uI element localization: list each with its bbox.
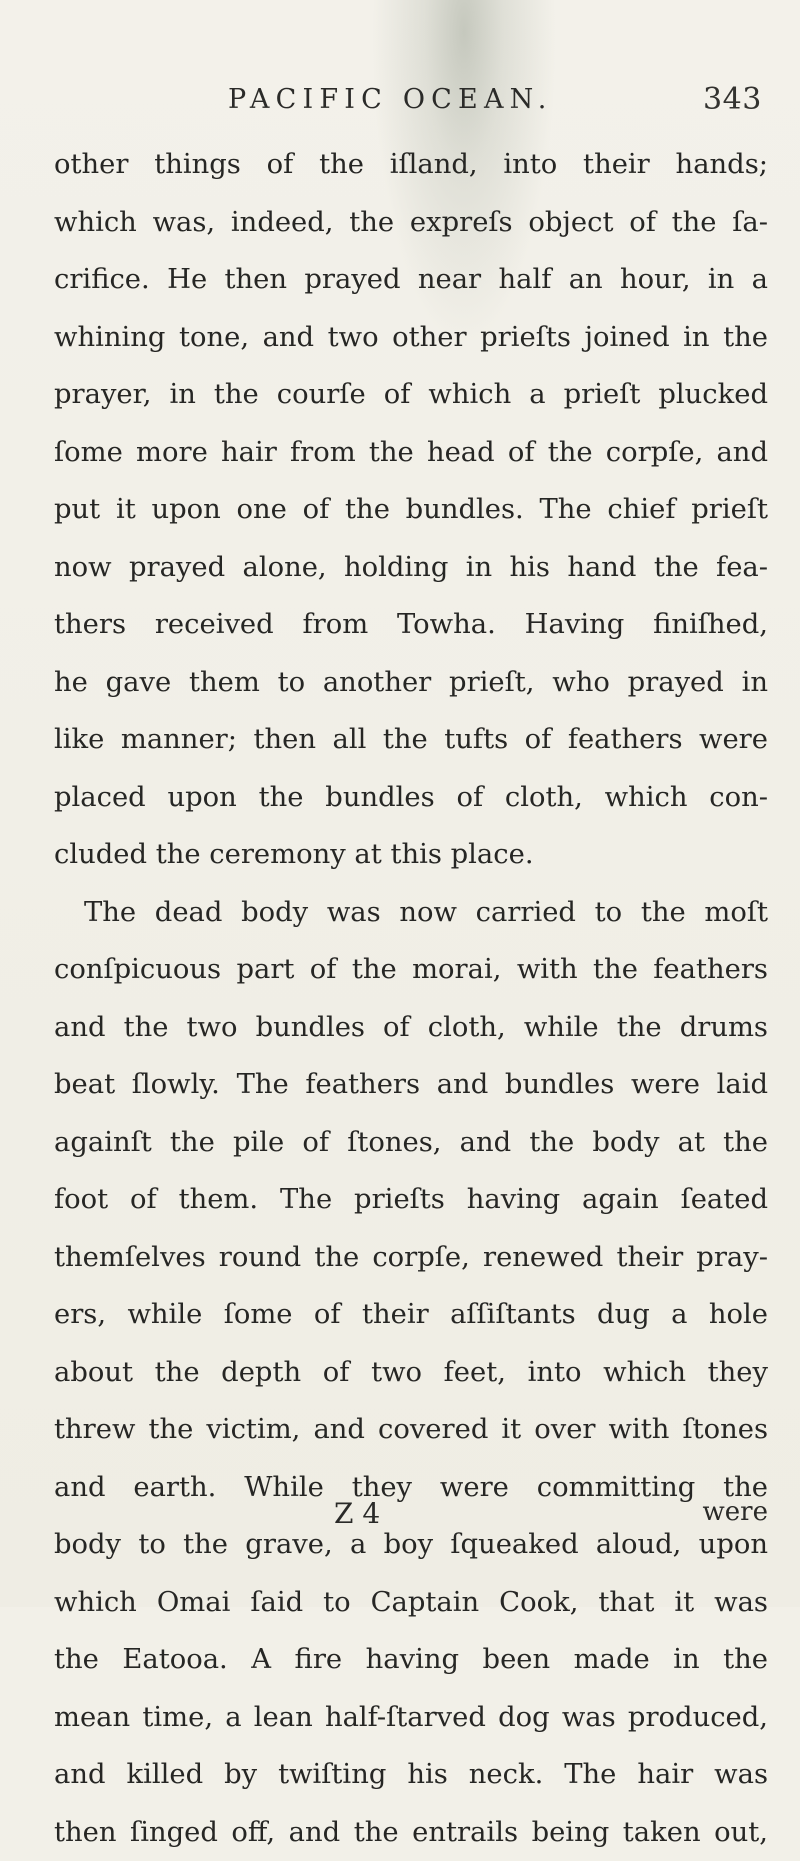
- text-line: The dead body was now carried to the moſt: [54, 884, 768, 942]
- body-text: [54, 136, 768, 1861]
- text-line: placed upon the bundles of cloth, which con-: [54, 769, 768, 827]
- text-line: which Omai ſaid to Captain Cook, that it was: [54, 1574, 768, 1632]
- text-line: he gave them to another prieſt, who prayed in: [54, 654, 768, 712]
- text-line: body to the grave, a boy ſqueaked aloud, upon: [54, 1516, 768, 1574]
- text-line: ſome more hair from the head of the corpſe, and: [54, 424, 768, 482]
- text-line: conſpicuous part of the morai, with the feathers: [54, 941, 768, 999]
- text-line: prayer, in the courſe of which a prieſt plucked: [54, 366, 768, 424]
- signature-mark: Z 4: [334, 1497, 380, 1530]
- text-line: put it upon one of the bundles. The chief prieſt: [54, 481, 768, 539]
- text-line: beat ſlowly. The feathers and bundles were laid: [54, 1056, 768, 1114]
- text-line: about the depth of two feet, into which they: [54, 1344, 768, 1402]
- text-line: and earth. While they were committing the: [54, 1459, 768, 1517]
- text-line: which was, indeed, the expreſs object of the ſa-: [54, 194, 768, 252]
- text-line: foot of them. The prieſts having again ſeated: [54, 1171, 768, 1229]
- text-line: and the two bundles of cloth, while the drums: [54, 999, 768, 1057]
- text-line: crifice. He then prayed near half an hour, in a: [54, 251, 768, 309]
- text-line: the Eatooa. A fire having been made in the: [54, 1631, 768, 1689]
- text-line: thers received from Towha. Having finiſhed,: [54, 596, 768, 654]
- text-line: whining tone, and two other prieſts joined in the: [54, 309, 768, 367]
- text-line: now prayed alone, holding in his hand the fea-: [54, 539, 768, 597]
- text-line: and killed by twiſting his neck. The hair was: [54, 1746, 768, 1804]
- text-line: other things of the iſland, into their hands;: [54, 136, 768, 194]
- running-title: PACIFIC OCEAN.: [228, 84, 680, 115]
- text-line: themſelves round the corpſe, renewed their pray-: [54, 1229, 768, 1287]
- text-line: then ſinged off, and the entrails being taken out,: [54, 1804, 768, 1861]
- page-footer: [54, 1497, 768, 1539]
- text-line: ers, while ſome of their aſſiſtants dug a hole: [54, 1286, 768, 1344]
- text-line: cluded the ceremony at this place.: [54, 826, 768, 884]
- text-line: like manner; then all the tufts of feathers were: [54, 711, 768, 769]
- text-line: threw the victim, and covered it over with ſtones: [54, 1401, 768, 1459]
- page-number: 343: [703, 82, 762, 117]
- text-line: mean time, a lean half-ſtarved dog was produced,: [54, 1689, 768, 1747]
- catchword: were: [703, 1497, 768, 1527]
- text-line: againſt the pile of ſtones, and the body at the: [54, 1114, 768, 1172]
